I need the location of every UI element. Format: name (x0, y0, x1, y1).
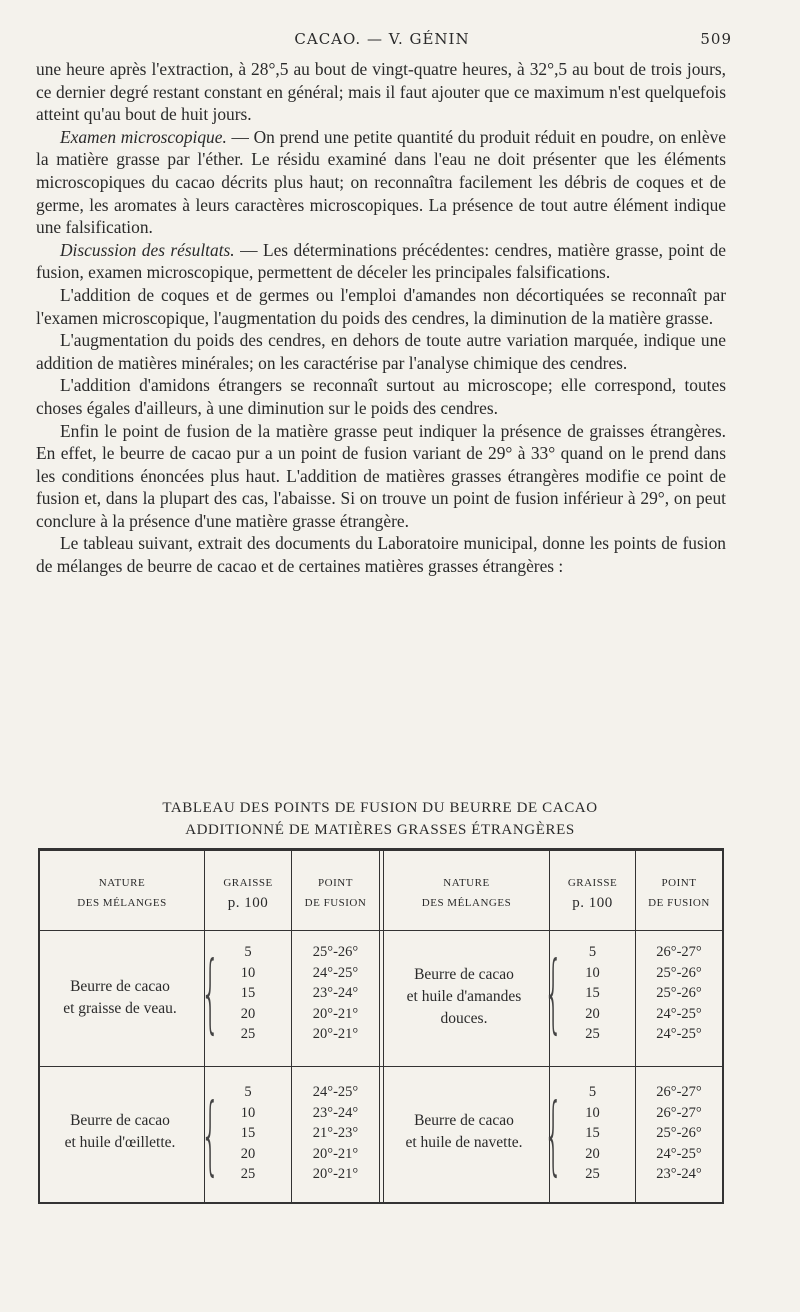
fusion-cell: 20°-21° (312, 1026, 359, 1042)
graisse-cell: 25 (585, 1026, 600, 1042)
graisse-cell: 10 (240, 964, 256, 981)
table-caption-line-2: ADDITIONNÉ DE MATIÈRES GRASSES ÉTRANGÈRES (185, 822, 575, 838)
graisse-cell: 5 (244, 944, 252, 960)
graisse-cell: 25 (585, 1166, 600, 1182)
fusion-cell: 24°-25° (312, 964, 359, 981)
header-graisse: GRAISSE (223, 877, 273, 889)
column-rule (379, 848, 380, 1204)
table-caption-line-1: TABLEAU DES POINTS DE FUSION DU BEURRE DE CACAO (162, 800, 598, 816)
fusion-cell: 25°-26° (656, 1125, 702, 1141)
brace-icon: { (543, 1085, 563, 1185)
graisse-cell: 25 (240, 1166, 256, 1182)
header-nature-sub: DES MÉLANGES (421, 897, 512, 909)
graisse-cell: 20 (240, 1145, 256, 1162)
paragraph: Enfin le point de fusion de la matière grasse peut indiquer la présence de graisses étrangères. En effet, le beurre de cacao pur a un point de fusion variant de 29° à 33° quand on le prend dans les conditions énoncées plus haut. L'addition de matières grasses étrangères modifie ce point de fusion et, dans la plupart des cas, l'abaisse. Si on trouve un point de fusion inférieur à 29°, on peut conclure à la présence d'une matière grasse étrangère. (36, 420, 726, 531)
header-point-sub: DE FUSION (304, 897, 367, 909)
fusion-cell: 21°-23° (312, 1125, 359, 1141)
table-right-rule (722, 848, 724, 1204)
header-nature-sub: DES MÉLANGES (77, 897, 167, 909)
paragraph: Examen microscopique. — On prend une petite quantité du produit réduit en poudre, on enlève la matière grasse par l'éther. Le résidu examiné dans l'eau ne doit présenter que les éléments microscopiques du cacao décrits plus haut; on reconnaîtra facilement les débris de coques et de germe, les aromates à leurs caractères microscopiques. La présence de tout autre élément indique une falsification. (36, 126, 726, 238)
fusion-cell: 23°-24° (312, 1104, 359, 1121)
header-point: POINT (661, 877, 697, 889)
graisse-cell: 10 (585, 964, 600, 981)
table-bottom-rule (38, 1202, 724, 1204)
running-title: CACAO. — V. GÉNIN (294, 30, 470, 48)
paragraph-heading: Discussion des résultats. (60, 239, 235, 260)
graisse-cell: 25 (240, 1026, 256, 1042)
header-point-sub: DE FUSION (648, 897, 710, 909)
fusion-cell: 26°-27° (656, 944, 702, 960)
paragraph-heading: Examen microscopique. (60, 126, 227, 147)
graisse-cell: 10 (585, 1104, 600, 1121)
graisse-cell: 5 (588, 1084, 597, 1100)
graisse-cell: 5 (244, 1084, 252, 1100)
graisse-cell: 20 (240, 1005, 256, 1022)
paragraph: L'augmentation du poids des cendres, en dehors de toute autre variation marquée, indique une addition de matières minérales; on les caractérise par l'analyse chimique des cendres. (36, 330, 726, 373)
paragraph: L'addition de coques et de germes ou l'emploi d'amandes non décortiquées se reconnaît par l'examen microscopique, l'augmentation du poids des cendres, la diminution de la matière grasse. (36, 284, 726, 328)
fusion-cell: 26°-27° (656, 1084, 702, 1100)
fusion-cell: 24°-25° (656, 1005, 702, 1022)
running-header (32, 30, 732, 54)
paragraph: Discussion des résultats. — Les déterminations précédentes: cendres, matière grasse, point de fusion, examen microscopique, permettent de déceler les principales falsifications. (36, 239, 726, 283)
paragraph: une heure après l'extraction, à 28°,5 au bout de vingt-quatre heures, à 32°,5 au bout de trois jours, ce dernier degré restant constant en général; mais il faut ajouter que ce maximum n'est quelquefois atteint qu'au bout de huit jours. (36, 59, 726, 125)
group-label: Beurre de cacao et huile de navette. (405, 1112, 523, 1151)
fusion-cell: 24°-25° (656, 1026, 702, 1042)
header-point: POINT (318, 877, 353, 889)
fusion-cell: 20°-21° (312, 1166, 359, 1182)
fusion-cell: 20°-21° (312, 1005, 359, 1022)
paragraph: Le tableau suivant, extrait des documents du Laboratoire municipal, donne les points de fusion de mélanges de beurre de cacao et de certaines matières grasses étrangères : (36, 533, 726, 577)
graisse-cell: 5 (588, 944, 597, 960)
group-label: Beurre de cacao et huile d'amandes douces. (406, 966, 522, 1027)
fusion-cell: 23°-24° (312, 985, 359, 1001)
brace-icon: { (200, 1085, 220, 1185)
group-label: Beurre de cacao et huile d'œillette. (64, 1112, 176, 1151)
page-number: 509 (700, 30, 732, 48)
graisse-cell: 15 (240, 985, 256, 1001)
group-rule (38, 1066, 724, 1067)
fusion-table (38, 848, 724, 1204)
table-top-rule (38, 848, 724, 851)
paragraph: L'addition d'amidons étrangers se reconnaît surtout au microscope; elle correspond, toutes choses égales d'ailleurs, à une diminution sur le poids des cendres. (36, 375, 726, 418)
fusion-cell: 24°-25° (656, 1145, 702, 1162)
brace-icon: { (200, 943, 220, 1043)
header-nature: NATURE (443, 877, 490, 889)
fusion-cell: 23°-24° (656, 1166, 702, 1182)
fusion-cell: 24°-25° (312, 1084, 359, 1100)
fusion-cell: 25°-26° (656, 985, 702, 1001)
group-label: Beurre de cacao et graisse de veau. (63, 978, 177, 1017)
fusion-cell: 26°-27° (656, 1104, 702, 1121)
graisse-cell: 20 (585, 1005, 600, 1022)
graisse-cell: 15 (585, 1125, 600, 1141)
graisse-cell: 20 (585, 1145, 600, 1162)
brace-icon: { (543, 943, 563, 1043)
header-rule (38, 930, 724, 931)
header-graisse: GRAISSE (567, 877, 618, 889)
graisse-cell: 15 (240, 1125, 256, 1141)
fusion-cell: 25°-26° (656, 964, 702, 981)
graisse-cell: 10 (240, 1104, 256, 1121)
header-nature: NATURE (98, 877, 146, 889)
fusion-cell: 20°-21° (312, 1145, 359, 1162)
header-graisse-sub: p. 100 (227, 895, 269, 911)
body-text (36, 58, 726, 578)
graisse-cell: 15 (585, 985, 600, 1001)
fusion-cell: 25°-26° (312, 944, 359, 960)
header-graisse-sub: p. 100 (572, 895, 613, 911)
